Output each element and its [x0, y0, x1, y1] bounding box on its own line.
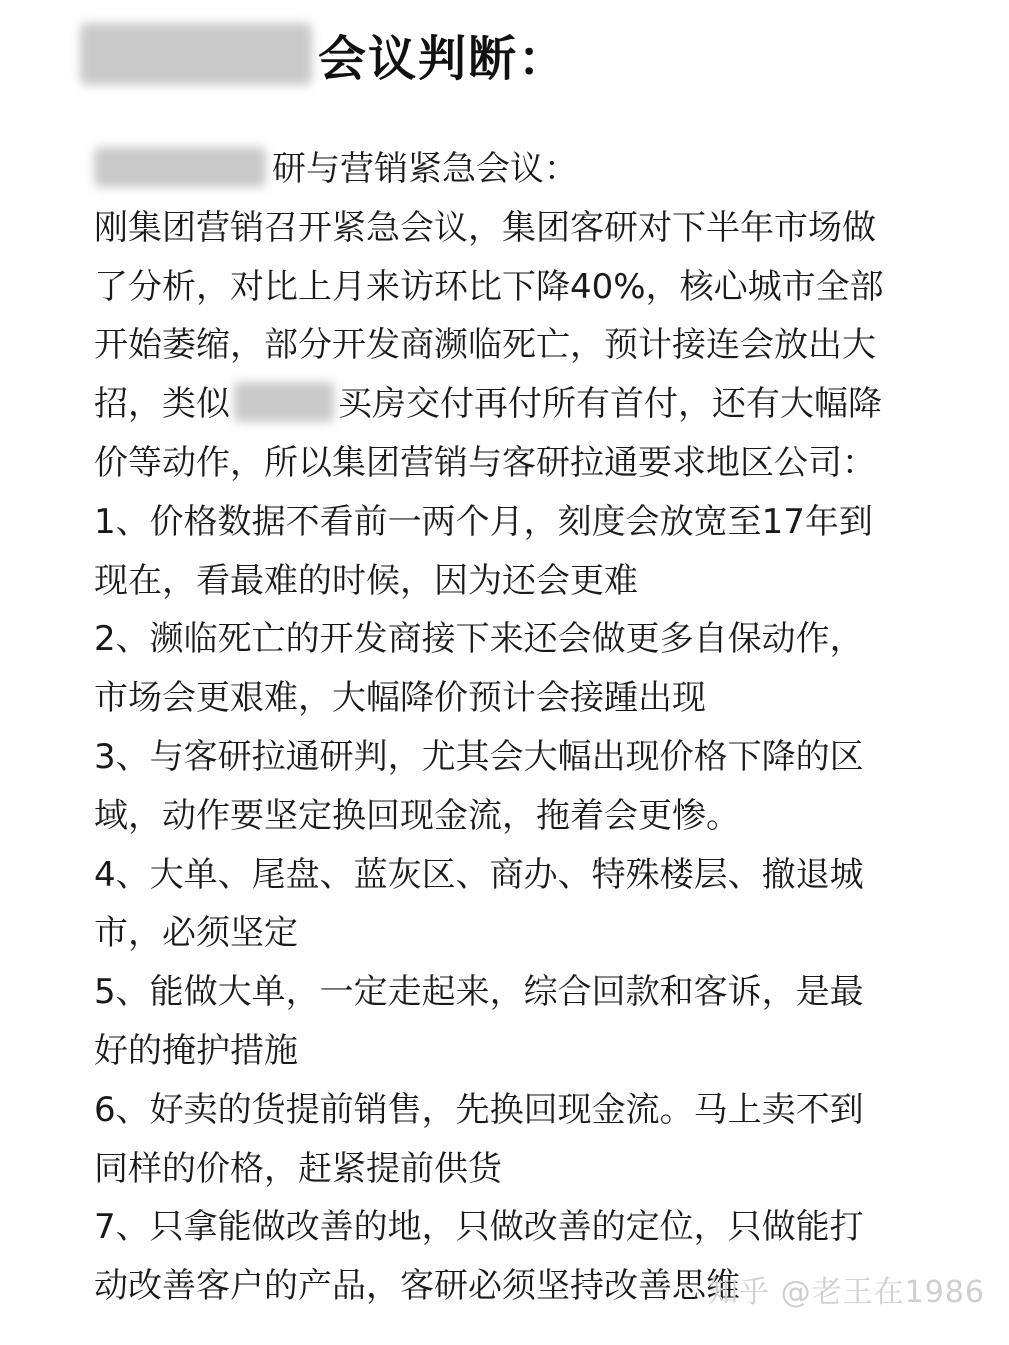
list-item-line: 域，动作要坚定换回现金流，拖着会更惨。 — [94, 795, 740, 836]
list-item-line: 好的掩护措施 — [94, 1030, 298, 1071]
document-body — [94, 140, 934, 1316]
redacted-blur — [94, 147, 266, 187]
list-item-line: 7、只拿能做改善的地，只做改善的定位，只做能打 — [94, 1207, 864, 1248]
list-item-line: 同样的价格，赶紧提前供货 — [94, 1148, 502, 1189]
list-item-line: 市，必须坚定 — [94, 913, 298, 954]
list-item-line: 6、好卖的货提前销售，先换回现金流。马上卖不到 — [94, 1089, 864, 1130]
list-item-line: 3、与客研拉通研判，尤其会大幅出现价格下降的区 — [94, 736, 864, 777]
intro-text: 买房交付再付所有首付，还有大幅降 — [338, 384, 882, 425]
intro-line: 刚集团营销召开紧急会议，集团客研对下半年市场做 — [94, 207, 876, 248]
intro-line: 价等动作，所以集团营销与客研拉通要求地区公司： — [94, 442, 876, 483]
list-item-line: 1、价格数据不看前一两个月，刻度会放宽至17年到 — [94, 501, 873, 542]
intro-line: 了分析，对比上月来访环比下降40%，核心城市全部 — [94, 266, 884, 307]
zhihu-watermark: 知乎 @老王在1986 — [708, 1275, 985, 1310]
intro-line: 开始萎缩，部分开发商濒临死亡，预计接连会放出大 — [94, 325, 876, 366]
redacted-blur — [80, 23, 312, 85]
list-item-line: 市场会更艰难，大幅降价预计会接踵出现 — [94, 678, 706, 719]
list-item-line: 2、濒临死亡的开发商接下来还会做更多自保动作， — [94, 619, 864, 660]
list-item-line: 动改善客户的产品，客研必须坚持改善思维 — [94, 1266, 740, 1307]
intro-line — [94, 375, 934, 434]
list-item-line: 现在，看最难的时候，因为还会更难 — [94, 560, 638, 601]
document-title: 会议判断： — [318, 30, 569, 87]
list-item-line: 4、大单、尾盘、蓝灰区、商办、特殊楼层、撤退城 — [94, 854, 864, 895]
redacted-blur — [234, 382, 334, 422]
intro-text: 招，类似 — [94, 384, 230, 425]
document-title-row — [80, 14, 568, 94]
list-item-line: 5、能做大单，一定走起来，综合回款和客诉，是最 — [94, 972, 864, 1013]
subtitle-line — [94, 140, 934, 199]
subtitle-text: 研与营销紧急会议： — [272, 149, 578, 189]
